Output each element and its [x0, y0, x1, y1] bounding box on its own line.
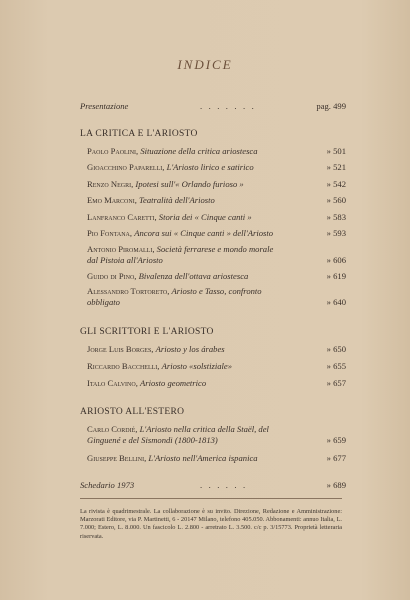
index-entry — [87, 146, 311, 157]
index-entry — [87, 344, 311, 355]
entry-page: » 677 — [326, 453, 346, 463]
section-heading: GLI SCRITTORI E L'ARIOSTO — [80, 327, 214, 337]
entry-author: Gioacchino Paparelli, — [87, 162, 165, 172]
page-title: INDICE — [177, 57, 233, 72]
entry-author: Alessandro Tortoreto, — [87, 286, 170, 296]
schedario-page: » 689 — [326, 480, 346, 490]
entry-title: Storia dei « Cinque canti » — [158, 212, 252, 222]
presentazione-label: Presentazione — [80, 101, 129, 111]
index-entry — [87, 179, 311, 190]
entry-page: » 659 — [326, 435, 346, 445]
index-entry — [87, 228, 311, 239]
entry-author: Renzo Negri, — [87, 179, 134, 189]
index-entry — [87, 424, 311, 435]
entry-title: L'Ariosto nella critica della Staël, del — [139, 424, 269, 434]
entry-author: Giuseppe Bellini, — [87, 453, 147, 463]
entry-author: Pio Fontana, — [87, 228, 133, 238]
entry-title: Ariosto «solstiziale» — [161, 361, 233, 371]
entry-title: Ariosto e Tasso, confronto — [171, 286, 262, 296]
schedario-label: Schedario 1973 — [80, 480, 135, 490]
entry-page: » 650 — [326, 344, 346, 354]
entry-page: » 542 — [326, 179, 346, 189]
presentazione-page: pag. 499 — [316, 101, 346, 111]
index-entry — [87, 453, 311, 464]
entry-page: » 501 — [326, 146, 346, 156]
entry-title-continued: Ginguené e del Sismondi (1800-1813) — [87, 435, 218, 445]
entry-page: » 619 — [326, 271, 346, 281]
entry-author: Lanfranco Caretti, — [87, 212, 157, 222]
entry-title: Società ferrarese e mondo morale — [156, 244, 274, 254]
section-heading: LA CRITICA E L'ARIOSTO — [80, 129, 198, 139]
entry-page: » 521 — [326, 162, 346, 172]
entry-title: L'Ariosto lirico e satirico — [166, 162, 254, 172]
index-entry — [87, 212, 311, 223]
entry-title: Ancora sui « Cinque canti » dell'Ariosto — [134, 228, 274, 238]
entry-author: Jorge Luis Borges, — [87, 344, 154, 354]
entry-page: » 593 — [326, 228, 346, 238]
footer-rule — [80, 498, 342, 499]
entry-page: » 583 — [326, 212, 346, 222]
entry-author: Antonio Piromalli, — [87, 244, 155, 254]
entry-author: Guido di Pino, — [87, 271, 137, 281]
entry-author: Riccardo Bacchelli, — [87, 361, 160, 371]
entry-title: Bivalenza dell'ottava ariostesca — [138, 271, 249, 281]
entry-title: Ariosto geometrico — [140, 378, 207, 388]
index-page: INDICE Presentazione . . . . . . . pag. 499 LA CRITICA E L'ARIOSTO Paolo Paolini, Situazione della critica ariostesca » 501 Gioacchino Paparelli, L'Ariosto lirico e satirico » 521 Renzo Negri, Ipotesi sull'« Orlando furioso » » 542 Emo Marconi, Teatralità dell'Ariosto » 560 Lanfranco Caretti, Storia dei « Cinque canti » » 583 Pio Fontana, Ancora sui « Cinque canti » dell'Ariosto » 593 Antonio Piromalli, Società ferrarese e mondo morale dal Pistoia all'Ariosto » 606 Guido di Pino, Bivalenza dell'ottava ariostesca » 619 Alessandro Tortoreto, Ariosto e Tasso, confronto obbligato » 640 GLI SCRITTORI E L'ARIOSTO Jorge Luis Borges, Ariosto y los árabes » 650 Riccardo Bacchelli, Ariosto «solstiziale» » 655 Italo Calvino, Ariosto geometrico » 657 ARIOSTO ALL'ESTERO Carlo Cordié, L'Ariosto nella critica della Staël, del Ginguené e del Sismondi (1800-1813) » 659 Giuseppe Bellini, L'Ariosto nell'America ispanica » 677 Schedario 1973 . . . . . . » 689 La rivista è quadrimestrale. La collaborazione è su invito. Direzione, Redazione e Amministrazione: Marzorati Editore, via P. Martinetti, 6 - 20147 Milano, telefono 405.050. Abbonamenti: annuo Italia, L. 7.000; Estero, L. 8.000. Un fascicolo L. 2.800 - arretrato L. 3.500. c/c p. 3/15773. Proprietà letteraria riservata. — [0, 0, 410, 600]
section-heading: ARIOSTO ALL'ESTERO — [80, 407, 185, 417]
entry-page: » 657 — [326, 378, 346, 388]
entry-title-continued: obbligato — [87, 297, 120, 307]
entry-title: Situazione della critica ariostesca — [140, 146, 258, 156]
index-entry — [87, 244, 311, 255]
entry-page: » 640 — [326, 297, 346, 307]
index-entry — [87, 271, 311, 282]
entry-author: Paolo Paolini, — [87, 146, 139, 156]
entry-title: Ariosto y los árabes — [155, 344, 225, 354]
index-entry — [87, 162, 311, 173]
index-entry — [87, 378, 311, 389]
index-entry — [87, 195, 311, 206]
index-entry — [87, 286, 311, 297]
entry-title-continued: dal Pistoia all'Ariosto — [87, 255, 163, 265]
entry-page: » 655 — [326, 361, 346, 371]
index-entry — [87, 361, 311, 372]
entry-title: Ipotesi sull'« Orlando furioso » — [135, 179, 244, 189]
footer-note: La rivista è quadrimestrale. La collaborazione è su invito. Direzione, Redazione e Amministrazione: Marzorati Editore, via P. Martinetti, 6 - 20147 Milano, telefono 405.050. Abbonamenti: annuo Italia, L. 7.000; Estero, L. 8.000. Un fascicolo L. 2.800 - arretrato L. 3.500. c/c p. 3/15773. Proprietà letteraria riservata. — [80, 508, 342, 540]
entry-title: Teatralità dell'Ariosto — [139, 195, 215, 205]
entry-page: » 606 — [326, 255, 346, 265]
entry-title: L'Ariosto nell'America ispanica — [148, 453, 258, 463]
entry-page: » 560 — [326, 195, 346, 205]
entry-author: Italo Calvino, — [87, 378, 138, 388]
entry-author: Emo Marconi, — [87, 195, 137, 205]
entry-author: Carlo Cordié, — [87, 424, 138, 434]
